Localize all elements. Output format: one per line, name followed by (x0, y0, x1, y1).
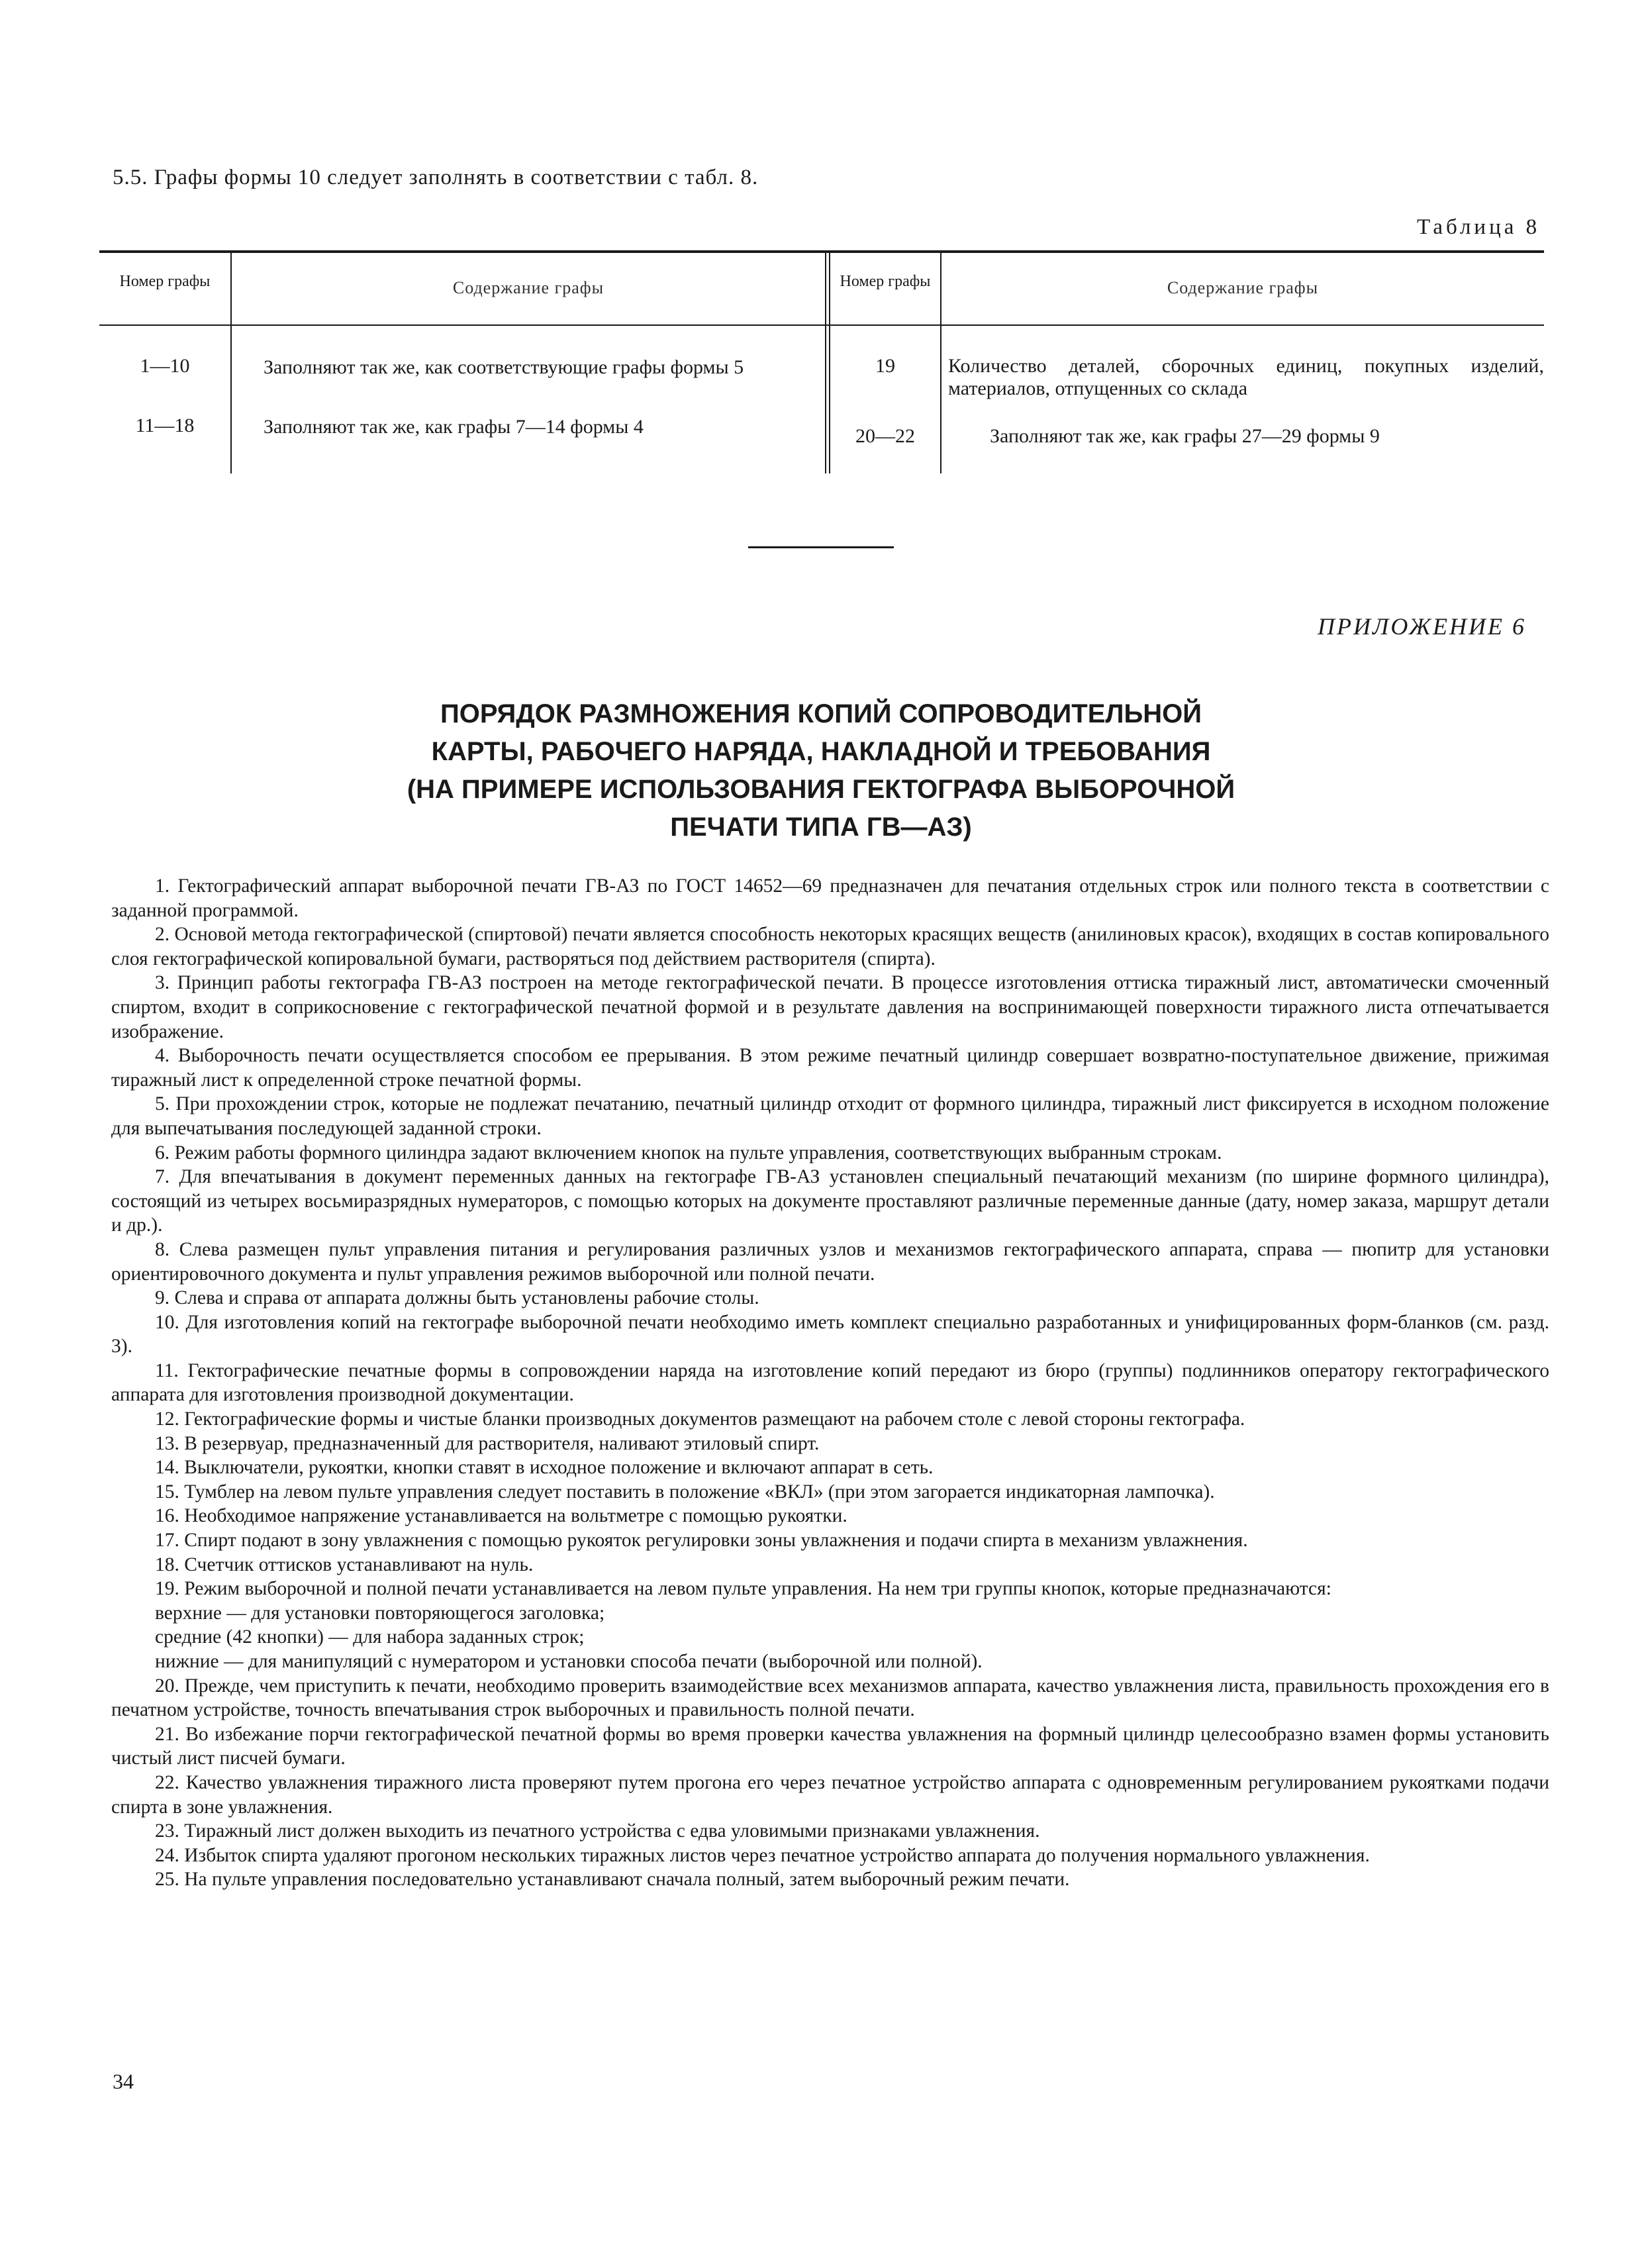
paragraph: 10. Для изготовления копий на гектографе выборочной печати необходимо иметь комплект специально разработанных и унифицированных форм-бланков (см. разд. 3). (111, 1311, 1549, 1357)
paragraph: 4. Выборочность печати осуществляется способом ее прерывания. В этом режиме печатный цилиндр совершает возвратно-поступательное движение, прижимая тиражный лист к определенной строке печатной формы. (111, 1045, 1549, 1091)
header-number: Номер графы (119, 273, 211, 290)
row-content: Заполняют так же, как графы 7—14 формы 4 (264, 416, 644, 438)
paragraph: 20. Прежде, чем приступить к печати, необходимо проверить взаимодействие всех механизмов аппарата, качество увлажнения листа, правильность прохождения его в печатном устройстве, точность впечатывания строк выборочных и правильность полной печати. (111, 1675, 1549, 1721)
paragraph: 21. Во избежание порчи гектографической печатной формы во время проверки качества увлажнения на формный цилиндр целесообразно взамен формы установить чистый лист писчей бумаги. (111, 1723, 1549, 1769)
paragraph: 16. Необходимое напряжение устанавливается на вольтметре с помощью рукоятки. (155, 1505, 847, 1527)
table-top-rule (99, 250, 1544, 253)
paragraph: 17. Спирт подают в зону увлажнения с помощью рукояток регулировки зоны увлажнения и подачи спирта в механизм увлажнения. (155, 1530, 1248, 1552)
paragraph: 13. В резервуар, предназначенный для растворителя, наливают этиловый спирт. (155, 1432, 820, 1454)
row-number: 20—22 (855, 425, 915, 447)
row-number: 11—18 (135, 415, 195, 436)
intro-text: 5.5. Графы формы 10 следует заполнять в соответствии с табл. 8. (113, 166, 759, 189)
paragraph: 2. Основой метода гектографической (спиртовой) печати является способность некоторых красящих веществ (анилиновых красок), входящих в состав копировального слоя гектографической копировальной бумаги, растворяться под действием растворителя (спирта). (111, 924, 1549, 969)
paragraph: 6. Режим работы формного цилиндра задают включением кнопок на пульте управления, соответствующих выбранным строкам. (155, 1142, 1222, 1163)
table-divider (825, 252, 826, 473)
row-content: Заполняют так же, как соответствующие графы формы 5 (264, 356, 744, 378)
row-number: 1—10 (140, 355, 190, 377)
paragraph: 11. Гектографические печатные формы в сопровождении наряда на изготовление копий передают из бюро (группы) подлинников оператору гектографического аппарата для изготовления производной документации. (111, 1359, 1549, 1406)
paragraph: 25. На пульте управления последовательно устанавливают сначала полный, затем выборочный режим печати. (155, 1869, 1070, 1891)
appendix-label: ПРИЛОЖЕНИЕ 6 (1318, 613, 1526, 640)
table-caption: Таблица 8 (1417, 215, 1541, 239)
header-content: Содержание графы (1167, 278, 1319, 297)
paragraph: 9. Слева и справа от аппарата должны быть установлены рабочие столы. (155, 1287, 759, 1309)
paragraph: 3. Принцип работы гектографа ГВ-АЗ построен на методе гектографической печати. В процессе изготовления оттиска тиражный лист, автоматически смоченный спиртом, входит в соприкосновение с гектографической печатной формой и в результате давления на воспринимающей поверхности тиражного листа отпечатывается изображение. (111, 972, 1549, 1042)
paragraph: 19. Режим выборочной и полной печати устанавливается на левом пульте управления. На нем три группы кнопок, которые предназначаются: (155, 1578, 1331, 1600)
table-header-rule (99, 324, 1544, 326)
header-number: Номер графы (840, 273, 931, 290)
paragraph: 5. При прохождении строк, которые не подлежат печатанию, печатный цилиндр отходит от формного цилиндра, тиражный лист фиксируется в исходном положение для выпечатывания последующей заданной строки. (111, 1093, 1549, 1139)
paragraph: 15. Тумблер на левом пульте управления следует поставить в положение «ВКЛ» (при этом загорается индикаторная лампочка). (155, 1481, 1215, 1503)
paragraph: 14. Выключатели, рукоятки, кнопки ставят в исходное положение и включают аппарат в сеть. (155, 1457, 934, 1479)
paragraph: 18. Счетчик оттисков устанавливают на нуль. (155, 1553, 534, 1575)
row-content: Заполняют так же, как графы 27—29 формы 9 (990, 425, 1380, 447)
paragraph: 24. Избыток спирта удаляют прогоном нескольких тиражных листов через печатное устройство аппарата до получения нормального увлажнения. (155, 1844, 1370, 1866)
paragraph: 12. Гектографические формы и чистые бланки производных документов размещают на рабочем столе с левой стороны гектографа. (155, 1408, 1245, 1430)
list-item: средние (42 кнопки) — для набора заданных строк; (155, 1626, 585, 1648)
paragraph: 1. Гектографический аппарат выборочной печати ГВ-АЗ по ГОСТ 14652—69 предназначен для печатания отдельных строк или полного текста в соответствии с заданной программой. (111, 875, 1549, 921)
row-content: Количество деталей, сборочных единиц, покупных изделий, материалов, отпущенных со склада (948, 355, 1544, 399)
list-item: нижние — для манипуляций с нумератором и установки способа печати (выборочной или полной). (155, 1651, 983, 1672)
paragraph: 7. Для впечатывания в документ переменных данных на гектографе ГВ-АЗ установлен специальный печатающий механизм (по ширине формного цилиндра), состоящий из четырех восьмиразрядных нумераторов, с помощью которых на документе проставляют различные переменные данные (дату, номер заказа, маршрут детали и др.). (111, 1166, 1549, 1236)
row-number: 19 (875, 355, 895, 377)
page-number: 34 (113, 2069, 134, 2093)
document-title (199, 695, 1443, 846)
separator-rule (748, 546, 894, 548)
header-content: Содержание графы (452, 278, 604, 297)
title-line: ПЕЧАТИ ТИПА ГВ—АЗ) (670, 813, 972, 842)
paragraph: 22. Качество увлажнения тиражного листа проверяют путем прогона его через печатное устройство аппарата с одновременным регулированием рукоятками подачи спирта в зоне увлажнения. (111, 1771, 1549, 1818)
list-item: верхние — для установки повторяющегося заголовка; (155, 1602, 605, 1624)
paragraph: 8. Слева размещен пульт управления питания и регулирования различных узлов и механизмов гектографического аппарата, справа — пюпитр для установки ориентировочного документа и пульт управления режимов выборочной или полной печати. (111, 1238, 1549, 1285)
title-line: ПОРЯДОК РАЗМНОЖЕНИЯ КОПИЙ СОПРОВОДИТЕЛЬНОЙ (440, 699, 1202, 728)
title-line: (НА ПРИМЕРЕ ИСПОЛЬЗОВАНИЯ ГЕКТОГРАФА ВЫБОРОЧНОЙ (407, 775, 1235, 804)
title-line: КАРТЫ, РАБОЧЕГО НАРЯДА, НАКЛАДНОЙ И ТРЕБОВАНИЯ (431, 737, 1211, 766)
paragraph: 23. Тиражный лист должен выходить из печатного устройства с едва уловимыми признаками увлажнения. (155, 1820, 1040, 1842)
body-text (111, 874, 1549, 1892)
